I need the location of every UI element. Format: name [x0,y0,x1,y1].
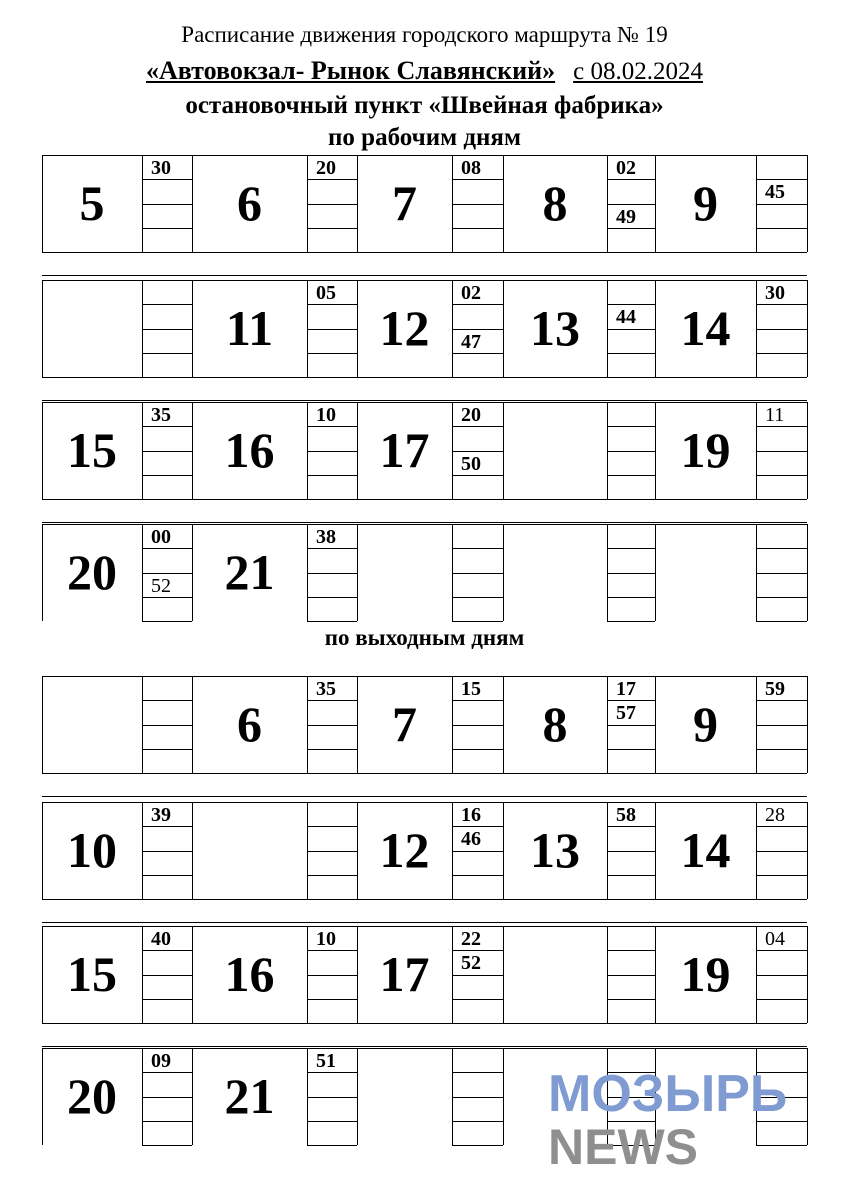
hour-cell: 8 [542,695,568,752]
weekends-label: по выходным дням [324,625,525,650]
hour-cell: 7 [392,174,417,231]
minute-value: 04 [765,928,785,950]
stop-name: остановочный пункт «Швейная фабрика» [185,92,664,119]
minute-value: 44 [616,306,636,329]
weekdays-label: по рабочим дням [328,124,521,151]
hour-cell: 12 [379,299,430,356]
hour-cell: 9 [693,174,718,231]
minute-value: 52 [151,574,171,597]
hour-cell: 10 [67,821,117,878]
hour-cell: 19 [680,421,731,478]
minute-value: 58 [616,804,636,826]
minute-value: 11 [765,404,785,426]
minute-value: 08 [461,157,481,179]
minute-value: 38 [316,526,336,548]
hour-cell: 15 [67,421,117,478]
hour-cell: 20 [67,543,117,600]
minute-value: 02 [616,157,636,179]
minute-value: 46 [461,828,481,851]
hour-cell: 15 [67,945,117,1002]
minute-value: 00 [151,526,171,548]
hour-cell: 16 [224,421,275,478]
hour-cell: 9 [693,695,718,752]
minute-value: 40 [151,928,171,950]
minute-value: 28 [765,804,785,826]
hour-cell: 11 [225,299,274,356]
hour-cell: 6 [237,174,262,231]
minute-value: 39 [151,804,171,826]
hour-cell: 17 [379,945,430,1002]
minute-value: 15 [461,678,481,700]
minute-value: 35 [316,678,336,700]
hour-cell: 6 [237,695,262,752]
minute-value: 45 [765,181,785,204]
minute-value: 22 [461,928,481,950]
effective-date: с 08.02.2024 [573,58,703,85]
minute-value: 10 [316,404,336,426]
schedule-title: Расписание движения городского маршрута № 19 [181,22,668,47]
hour-cell: 13 [530,821,580,878]
minute-value: 57 [616,702,636,725]
watermark-logo-line2: NEWS [548,1119,698,1175]
watermark-logo-line1: МОЗЫРЬ [548,1065,788,1123]
minute-value: 20 [461,404,481,426]
hour-cell: 8 [542,174,568,231]
minute-value: 16 [461,804,481,826]
minute-value: 17 [616,678,636,700]
hour-cell: 21 [224,1067,275,1124]
minute-value: 50 [461,452,481,475]
hour-cell: 16 [224,945,275,1002]
minute-value: 47 [461,330,481,353]
minute-value: 51 [316,1050,336,1072]
minute-value: 20 [316,157,336,179]
minute-value: 05 [316,282,336,304]
hour-cell: 19 [680,945,731,1002]
minute-value: 49 [616,205,636,228]
route-name: «Автовокзал- Рынок Славянский» [146,56,556,85]
minute-value: 59 [765,678,785,700]
minute-value: 30 [765,282,785,304]
minute-value: 10 [316,928,336,950]
hour-cell: 21 [224,543,275,600]
hour-cell: 7 [392,695,417,752]
hour-cell: 14 [680,299,731,356]
hour-cell: 20 [67,1067,117,1124]
minute-value: 02 [461,282,481,304]
minute-value: 35 [151,404,171,426]
hour-cell: 17 [379,421,430,478]
hour-cell: 14 [680,821,731,878]
hour-cell: 12 [379,821,430,878]
hour-cell: 5 [79,174,105,231]
minute-value: 30 [151,157,171,179]
minute-value: 09 [151,1050,171,1072]
minute-value: 52 [461,952,481,975]
hour-cell: 13 [530,299,580,356]
